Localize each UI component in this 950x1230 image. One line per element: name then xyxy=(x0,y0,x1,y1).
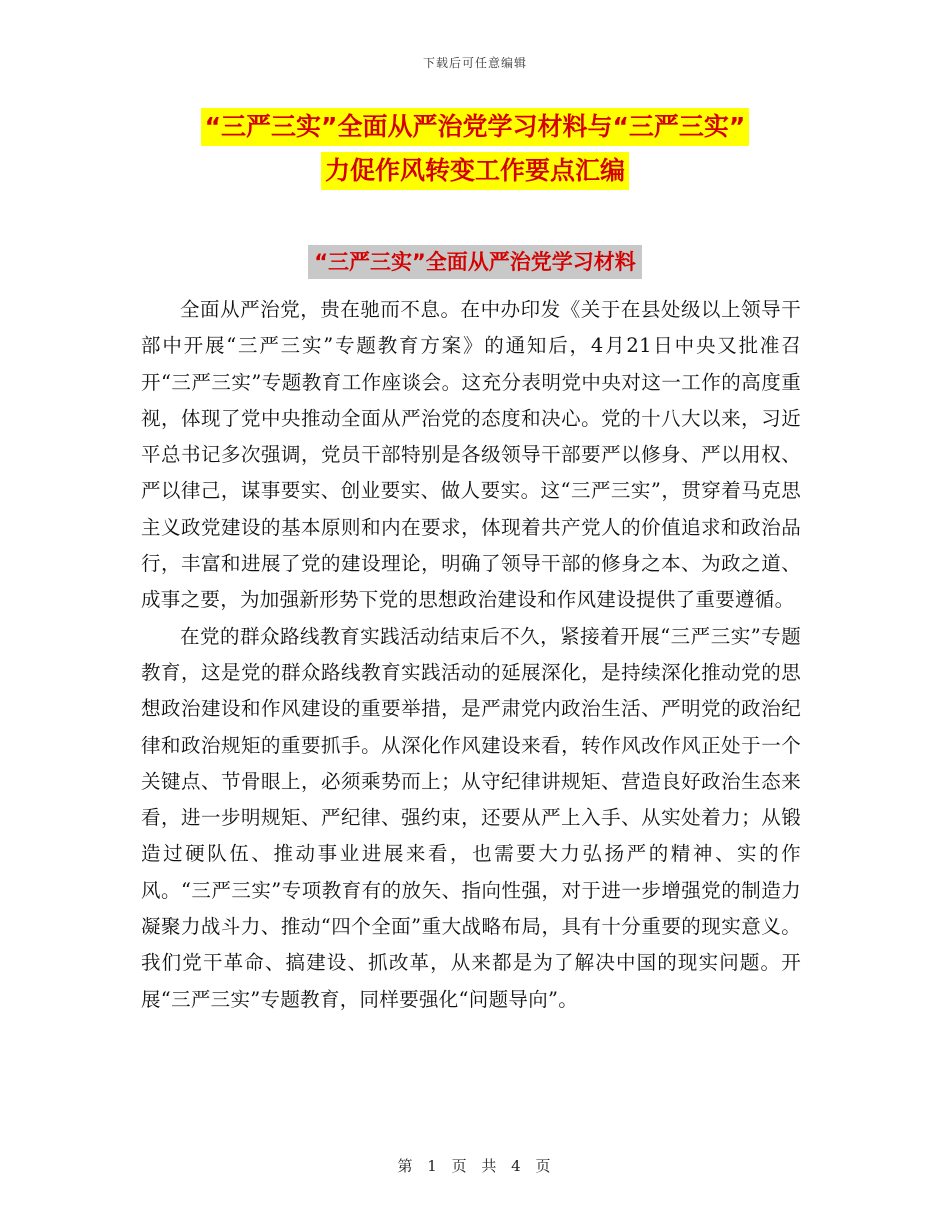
paragraph-2: 在党的群众路线教育实践活动结束后不久，紧接着开展“三严三实”专题教育，这是党的群众路线教育实践活动的延展深化，是持续深化推动党的思想政治建设和作风建设的重要举措，是严肃党内政治生活、严明党的政治纪律和政治规矩的重要抓手。从深化作风建设来看，转作风改作风正处于一个关键点、节骨眼上，必须乘势而上；从守纪律讲规矩、营造良好政治生态来看，进一步明规矩、严纪律、强约束，还要从严上入手、从实处着力；从锻造过硬队伍、推动事业进展来看，也需要大力弘扬严的精神、实的作风。“三严三实”专项教育有的放矢、指向性强，对于进一步增强党的制造力凝聚力战斗力、推动“四个全面”重大战略布局，具有十分重要的现实意义。我们党干革命、搞建设、抓改革，从来都是为了解决中国的现实问题。开展“三严三实”专题教育，同样要强化“问题导向”。 xyxy=(141,624,801,1011)
section-heading xyxy=(0,245,950,279)
title-line-2: 力促作风转变工作要点汇编 xyxy=(321,152,629,190)
page-footer: 第 1 页 共 4 页 xyxy=(397,1157,553,1175)
page-header-note: 下载后可任意编辑 xyxy=(422,56,527,70)
paragraph-1: 全面从严治党，贵在驰而不息。在中办印发《关于在县处级以上领导干部中开展“三严三实”专题教育方案》的通知后，4月21日中央又批准召开“三严三实”专题教育工作座谈会。这充分表明党中央对这一工作的高度重视，体现了党中央推动全面从严治党的态度和决心。党的十八大以来，习近平总书记多次强调，党员干部特别是各级领导干部要严以修身、严以用权、严以律己，谋事要实、创业要实、做人要实。这“三严三实”，贯穿着马克思主义政党建设的基本原则和内在要求，体现着共产党人的价值追求和政治品行，丰富和进展了党的建设理论，明确了领导干部的修身之本、为政之道、成事之要，为加强新形势下党的思想政治建设和作风建设提供了重要遵循。 xyxy=(141,298,801,612)
body-text xyxy=(141,292,801,1018)
document-title xyxy=(0,108,950,196)
section-heading-text: “三严三实”全面从严治党学习材料 xyxy=(308,245,642,279)
title-line-1: “三严三实”全面从严治党学习材料与“三严三实” xyxy=(201,108,750,146)
